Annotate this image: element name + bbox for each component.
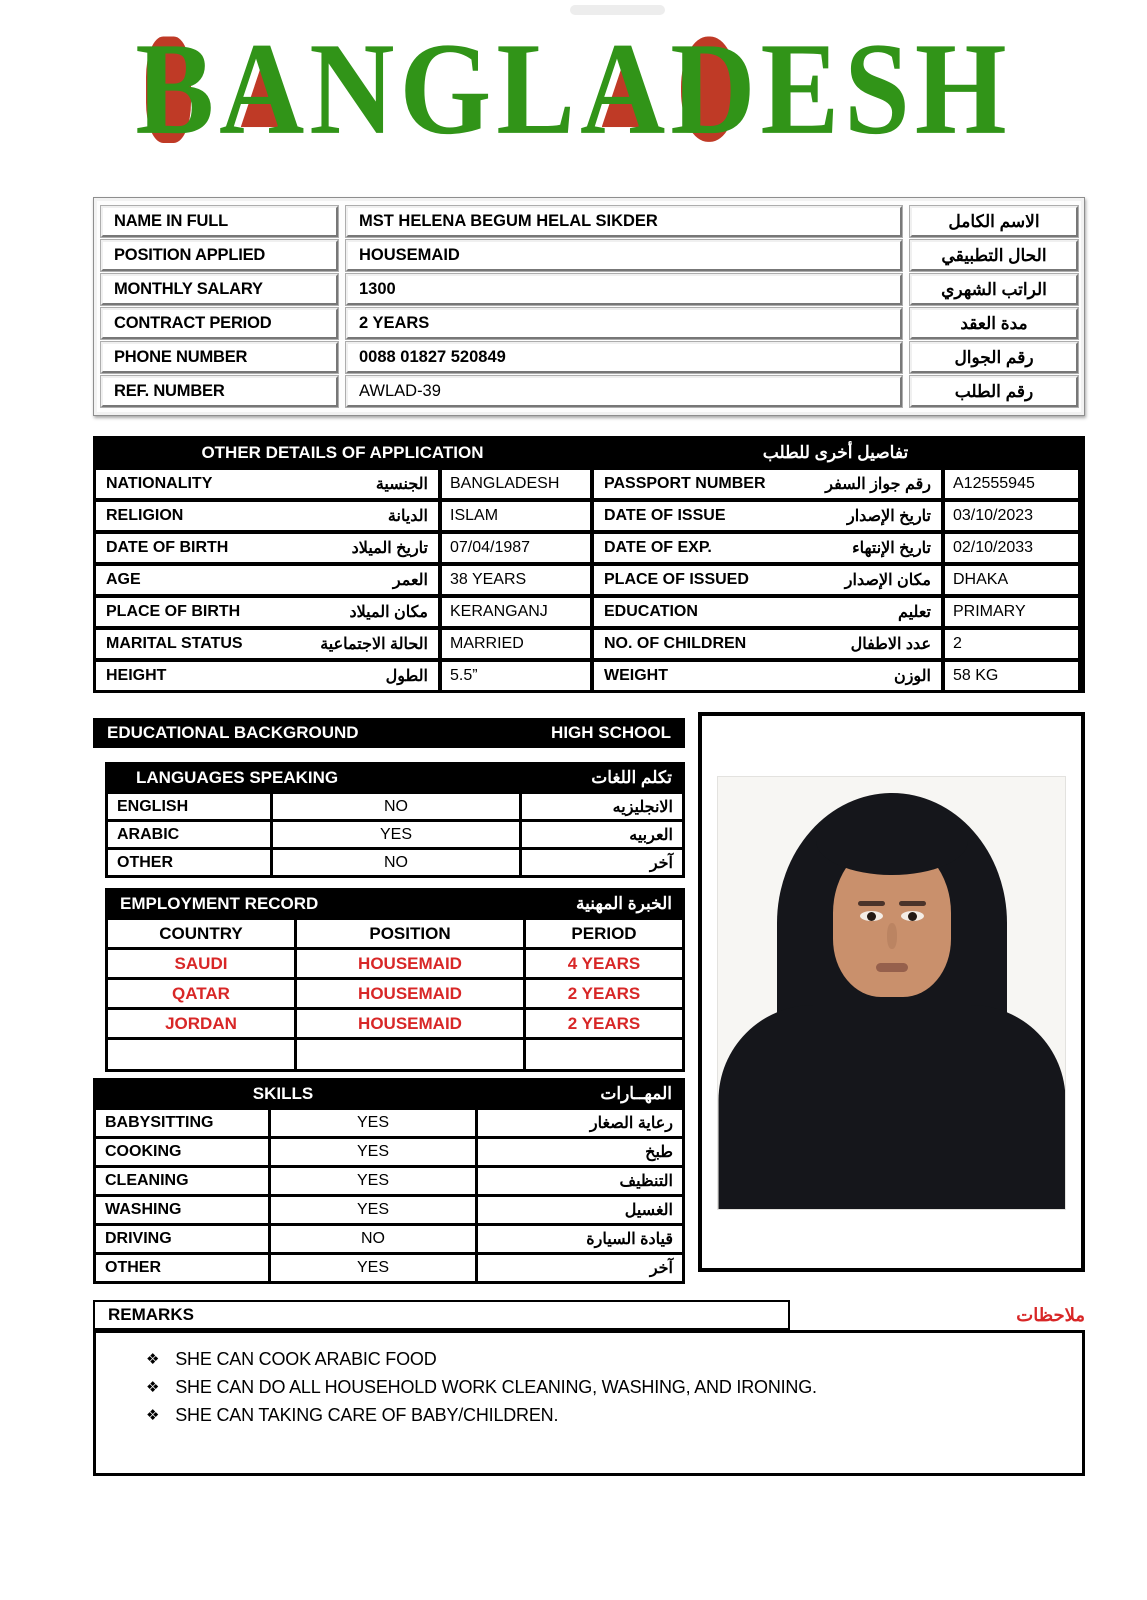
field-value: BANGLADESH [442, 470, 590, 498]
skill-label-arabic: قيادة السيارة [478, 1226, 682, 1252]
table-row [96, 534, 1082, 562]
field-label: HEIGHT الطول [96, 662, 438, 690]
field-value: 0088 01827 520849 [346, 342, 902, 373]
field-label-arabic: رقم الطلب [910, 376, 1078, 407]
field-value: 1300 [346, 274, 902, 305]
table-row [101, 376, 1077, 407]
field-value: 02/10/2033 [945, 534, 1078, 562]
field-value: DHAKA [945, 566, 1078, 594]
diamond-bullet-icon: ❖ [146, 1378, 160, 1396]
field-value: MST HELENA BEGUM HELAL SIKDER [346, 206, 902, 237]
field-label: PLACE OF ISSUED مكان الإصدار [594, 566, 941, 594]
table-row [101, 240, 1077, 271]
field-value: 5.5” [442, 662, 590, 690]
section-header [96, 1081, 682, 1107]
remarks-box [93, 1330, 1085, 1476]
skill-label-arabic: الغسيل [478, 1197, 682, 1223]
skill-label: BABYSITTING [96, 1110, 268, 1136]
skill-value: YES [271, 1168, 475, 1194]
employment-position: HOUSEMAID [297, 950, 523, 977]
page-title [0, 15, 1147, 163]
photo-frame [698, 712, 1085, 1272]
photo-eyebrow [858, 901, 885, 906]
skill-label-arabic: رعاية الصغار [478, 1110, 682, 1136]
diamond-bullet-icon: ❖ [146, 1406, 160, 1424]
employment-period: 2 YEARS [526, 1010, 682, 1037]
title-letter: L [496, 15, 581, 163]
applicant-info-table [93, 197, 1085, 416]
field-label: REF. NUMBER [101, 376, 338, 407]
title-letter: A [219, 15, 310, 163]
photo-robe [718, 1005, 1065, 1210]
table-row [96, 1197, 682, 1223]
table-row [101, 308, 1077, 339]
table-row [108, 980, 682, 1007]
field-value: ISLAM [442, 502, 590, 530]
section-header [108, 891, 682, 917]
title-letter: N [309, 15, 400, 163]
skill-label: WASHING [96, 1197, 268, 1223]
employment-position: HOUSEMAID [297, 1010, 523, 1037]
language-label: OTHER [108, 850, 270, 875]
table-row [96, 662, 1082, 690]
field-label-arabic: مدة العقد [910, 308, 1078, 339]
remarks-title: REMARKS [93, 1300, 790, 1330]
table-row [96, 630, 1082, 658]
applicant-photo [717, 776, 1066, 1210]
field-label: PLACE OF BIRTH مكان الميلاد [96, 598, 438, 626]
field-value: MARRIED [442, 630, 590, 658]
language-label-arabic: الانجليزيه [522, 794, 682, 819]
field-value: 2 [945, 630, 1078, 658]
field-label: WEIGHT الوزن [594, 662, 941, 690]
table-row [108, 950, 682, 977]
field-value: AWLAD-39 [346, 376, 902, 407]
title-letter: E [760, 15, 845, 163]
remark-item [96, 1401, 1082, 1429]
field-value: KERANGANJ [442, 598, 590, 626]
skill-value: YES [271, 1139, 475, 1165]
employment-country: SAUDI [108, 950, 294, 977]
section-title: LANGUAGES SPEAKING [136, 768, 339, 787]
language-value: NO [273, 794, 519, 819]
language-label-arabic: آخر [522, 850, 682, 875]
skill-label-arabic: آخر [478, 1255, 682, 1281]
educational-background-bar [93, 718, 685, 748]
section-header [96, 439, 1082, 466]
skill-value: NO [271, 1226, 475, 1252]
field-label: AGE العمر [96, 566, 438, 594]
title-letter: B [135, 15, 220, 163]
field-label: NAME IN FULL [101, 206, 338, 237]
skill-label: DRIVING [96, 1226, 268, 1252]
field-label-arabic: الاسم الكامل [910, 206, 1078, 237]
remark-text: SHE CAN DO ALL HOUSEHOLD WORK CLEANING, WASHING, AND IRONING. [175, 1376, 817, 1397]
field-label: NATIONALITY الجنسية [96, 470, 438, 498]
diamond-bullet-icon: ❖ [146, 1350, 160, 1368]
photo-eye [860, 911, 883, 921]
field-label: RELIGION الديانة [96, 502, 438, 530]
language-label: ENGLISH [108, 794, 270, 819]
table-row [96, 598, 1082, 626]
field-label-arabic: الحال التطبيقي [910, 240, 1078, 271]
column-header: COUNTRY [108, 920, 294, 947]
field-value: 38 YEARS [442, 566, 590, 594]
table-row [101, 342, 1077, 373]
field-label: PASSPORT NUMBER رقم جواز السفر [594, 470, 941, 498]
other-details-section [93, 436, 1085, 693]
field-label: POSITION APPLIED [101, 240, 338, 271]
field-label: MARITAL STATUS الحالة الاجتماعية [96, 630, 438, 658]
remarks-title-arabic: ملاحظات [1016, 1304, 1085, 1325]
field-value: PRIMARY [945, 598, 1078, 626]
language-label-arabic: العربيه [522, 822, 682, 847]
field-label: DATE OF ISSUE تاريخ الإصدار [594, 502, 941, 530]
table-row [108, 1010, 682, 1037]
education-value: HIGH SCHOOL [551, 723, 671, 742]
employment-record-section [105, 888, 685, 1072]
table-row [108, 794, 682, 819]
field-label: PHONE NUMBER [101, 342, 338, 373]
field-value: 03/10/2023 [945, 502, 1078, 530]
remarks-header [93, 1300, 1085, 1330]
field-label: NO. OF CHILDREN عدد الاطفال [594, 630, 941, 658]
table-row [96, 566, 1082, 594]
title-letter: D [670, 15, 761, 163]
title-letter: S [844, 15, 915, 163]
table-header-row [108, 920, 682, 947]
section-title: SKILLS [252, 1084, 314, 1103]
photo-eyebrow [899, 901, 926, 906]
title-letter: G [399, 15, 497, 163]
photo-mouth [876, 963, 908, 972]
field-value: 07/04/1987 [442, 534, 590, 562]
table-row [108, 822, 682, 847]
title-letter: A [580, 15, 671, 163]
column-header: PERIOD [526, 920, 682, 947]
field-label: DATE OF EXP. تاريخ الإنتهاء [594, 534, 941, 562]
table-row [101, 206, 1077, 237]
skill-label: COOKING [96, 1139, 268, 1165]
employment-country: JORDAN [108, 1010, 294, 1037]
title-letter: H [914, 15, 1012, 163]
section-title-arabic: الخبرة المهنية [576, 894, 672, 913]
table-row [108, 850, 682, 875]
field-label: EDUCATION تعليم [594, 598, 941, 626]
employment-period: 2 YEARS [526, 980, 682, 1007]
remark-item [96, 1345, 1082, 1373]
skill-label-arabic: طبخ [478, 1139, 682, 1165]
language-value: YES [273, 822, 519, 847]
table-row [101, 274, 1077, 305]
photo-eye [901, 911, 924, 921]
table-row [96, 1255, 682, 1281]
table-row [96, 1226, 682, 1252]
field-label: MONTHLY SALARY [101, 274, 338, 305]
column-header: POSITION [297, 920, 523, 947]
section-title: OTHER DETAILS OF APPLICATION [201, 442, 484, 462]
table-row [96, 1168, 682, 1194]
languages-section [105, 762, 685, 878]
scan-artifact [570, 5, 665, 15]
table-row [96, 1139, 682, 1165]
field-value: 2 YEARS [346, 308, 902, 339]
skill-value: YES [271, 1110, 475, 1136]
section-title: EMPLOYMENT RECORD [120, 894, 319, 913]
employment-period: 4 YEARS [526, 950, 682, 977]
remark-text: SHE CAN COOK ARABIC FOOD [175, 1348, 437, 1369]
field-value: A12555945 [945, 470, 1078, 498]
language-label: ARABIC [108, 822, 270, 847]
field-label: CONTRACT PERIOD [101, 308, 338, 339]
section-title-arabic: المهــارات [600, 1084, 672, 1103]
skill-label: CLEANING [96, 1168, 268, 1194]
remark-item [96, 1373, 1082, 1401]
section-title: EDUCATIONAL BACKGROUND [107, 723, 359, 742]
skill-value: YES [271, 1197, 475, 1223]
table-row-empty [108, 1040, 682, 1069]
table-row [96, 1110, 682, 1136]
section-title-arabic: تكلم اللغات [591, 768, 672, 787]
field-value: HOUSEMAID [346, 240, 902, 271]
table-row [96, 502, 1082, 530]
skill-label: OTHER [96, 1255, 268, 1281]
field-label-arabic: رقم الجوال [910, 342, 1078, 373]
remark-text: SHE CAN TAKING CARE OF BABY/CHILDREN. [175, 1404, 559, 1425]
skill-value: YES [271, 1255, 475, 1281]
skills-section [93, 1078, 685, 1284]
employment-country: QATAR [108, 980, 294, 1007]
field-label: DATE OF BIRTH تاريخ الميلاد [96, 534, 438, 562]
photo-nose [887, 923, 897, 949]
employment-position: HOUSEMAID [297, 980, 523, 1007]
language-value: NO [273, 850, 519, 875]
field-label-arabic: الراتب الشهري [910, 274, 1078, 305]
skill-label-arabic: التنظيف [478, 1168, 682, 1194]
section-title-arabic: تفاصيل أخرى للطلب [762, 442, 909, 462]
table-row [96, 470, 1082, 498]
field-value: 58 KG [945, 662, 1078, 690]
section-header [108, 765, 682, 791]
